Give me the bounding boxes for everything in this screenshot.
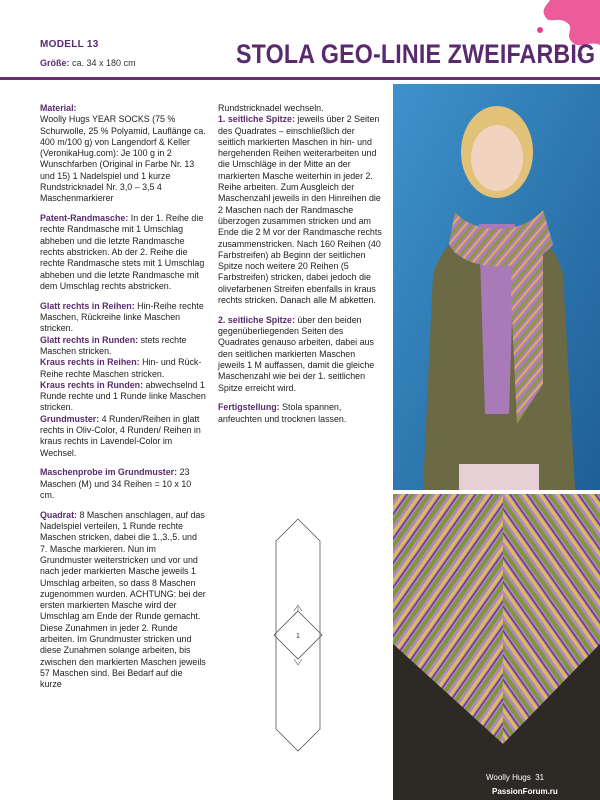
grund-section — [40, 414, 206, 459]
probe-section — [40, 467, 206, 501]
glatt-reihen-section — [40, 301, 206, 335]
patent-text: In der 1. Reihe die rechte Randmasche mit 1 Umschlag abheben und die letzte Randmasche rechts abstricken. Ab der 2. Reihe die rechte Randmasche stets mit 1 Umschlag abheben und die letzte Randmasche mit dem Umschlag rechts abstricken. — [40, 213, 205, 291]
material-label: Material: — [40, 103, 77, 113]
spitze2-label: 2. seitliche Spitze: — [218, 314, 295, 325]
diagram-label: 1 — [296, 633, 300, 640]
kraus-reihen-label: Kraus rechts in Reihen: — [40, 357, 140, 368]
glatt-reihen-text: Hin-Reihe rechte Maschen, Rückreihe linke Maschen stricken. — [40, 300, 204, 334]
glatt-runden-section — [40, 335, 206, 358]
size-label: Größe: — [40, 58, 70, 68]
patent-section — [40, 213, 206, 292]
glatt-runden-text: stets rechte Maschen stricken. — [40, 334, 187, 356]
header-divider — [0, 77, 600, 80]
size-line — [40, 58, 136, 68]
glatt-reihen-label: Glatt rechts in Reihen: — [40, 300, 135, 311]
grund-text: 4 Runden/Reihen in glatt rechts in Oliv-Color, 4 Runden/ Reihen in kraus rechts in Lavendel-Color im Wechsel. — [40, 413, 201, 458]
footer-brand — [486, 773, 544, 782]
instructions-column-1 — [40, 103, 206, 699]
material-section — [40, 103, 206, 205]
quadrat-label: Quadrat: — [40, 509, 77, 520]
model-number: MODELL 13 — [40, 39, 99, 50]
quadrat-section — [40, 510, 206, 691]
kraus-reihen-section — [40, 357, 206, 380]
footer-brand-name: Woolly Hugs — [486, 773, 531, 782]
fertig-label: Fertigstellung: — [218, 402, 280, 413]
page-number: 31 — [535, 773, 545, 782]
spitze1-section — [218, 114, 384, 306]
stole-schematic-diagram — [258, 515, 338, 755]
kraus-reihen-text: Hin- und Rück-Reihe rechte Maschen stricken. — [40, 357, 202, 379]
spitze2-text: über den beiden gegenüberliegenden Seiten des Quadrates genauso arbeiten, dabei aus den seitlichen markierten Maschen jeweils 1 M auffassen, damit die gleiche Maschenzahl wie bei der 1. seitlichen Spitze erreicht wird. — [218, 314, 375, 393]
spitze1-label: 1. seitliche Spitze: — [218, 114, 295, 125]
glatt-runden-label: Glatt rechts in Runden: — [40, 334, 139, 345]
kraus-runden-text: abwechselnd 1 Runde rechte und 1 Runde linke Maschen stricken. — [40, 379, 206, 413]
fertig-section — [218, 402, 384, 425]
probe-label: Maschenprobe im Grundmuster: — [40, 467, 178, 478]
kraus-runden-section — [40, 380, 206, 414]
patent-label: Patent-Randmasche: — [40, 213, 129, 224]
model-photo — [393, 84, 600, 490]
size-value: ca. 34 x 180 cm — [72, 58, 136, 68]
footer-site: PassionForum.ru — [492, 787, 558, 796]
spitze2-section — [218, 315, 384, 394]
kraus-runden-label: Kraus rechts in Runden: — [40, 379, 144, 390]
spitze1-text: jeweils über 2 Seiten des Quadrates – einschließlich der seitlich markierten Maschen in hin- und hergehenden Reihen weiterarbeiten und die Umschläge in der Mitte an der markierten Masche weiterhin in jeder 2. Reihe arbeiten. Zum Ausgleich der Maschenzahl jeweils in den Hinreihen die 2 Maschen nach der Randmasche überzogen zusammen stricken und am Ende die 2 M vor der Randmasche rechts zusammenstricken. Nach 160 Reihen (40 Farbstreifen) ab Beginn der seitlichen Spitze noch weitere 20 Reihen (5 Farbstreifen) stricken, dabei jedoch die olivefarbenen Streifen ebenfalls in kraus rechts stricken. Danach alle M abketten. — [218, 114, 382, 306]
probe-text: 23 Maschen (M) und 34 Reihen = 10 x 10 cm. — [40, 467, 192, 500]
knit-closeup-photo — [393, 494, 600, 800]
continued-text: Rundstricknadel wechseln. — [218, 103, 324, 113]
page-title: STOLA GEO-LINIE ZWEIFARBIG — [236, 39, 596, 69]
material-text: Woolly Hugs YEAR SOCKS (75 % Schurwolle, 25 % Polyamid, Lauflänge ca. 400 m/100 g) von Langendorf & Keller (VeronikaHug.com): Je 100 g in 2 Wunschfarben (Original in Farbe Nr. 13 und 15) 1 Nadelspiel und 1 kurze Rundstricknadel Nr. 3,0 – 3,5 4 Maschenmarkierer — [40, 114, 206, 204]
quadrat-text: 8 Maschen anschlagen, auf das Nadelspiel verteilen, 1 Runde rechte Maschen stricken, dabei die 1.,3.,5. und 7. Masche markieren. Nun im Grundmuster weiterstricken und vor und nach jeder markierten Masche jeweils 1 Umschlag arbeiten, so dass 8 Maschen zugenommen wurden. ACHTUNG: bei der ersten markierten Masche wird der Umschlag am Ende der Runde gemacht. Diese Zunahmen in jeder 2. Runde arbeiten. Im Grundmuster stricken und diese Zunahmen solange arbeiten, bis zwischen den markierten Maschen jeweils 57 Maschen sind. Bei Bedarf auf die kurze — [40, 509, 206, 690]
instructions-column-2 — [218, 103, 384, 434]
grund-label: Grundmuster: — [40, 413, 100, 424]
fertig-text: Stola spannen, anfeuchten und trocknen lassen. — [218, 402, 347, 424]
